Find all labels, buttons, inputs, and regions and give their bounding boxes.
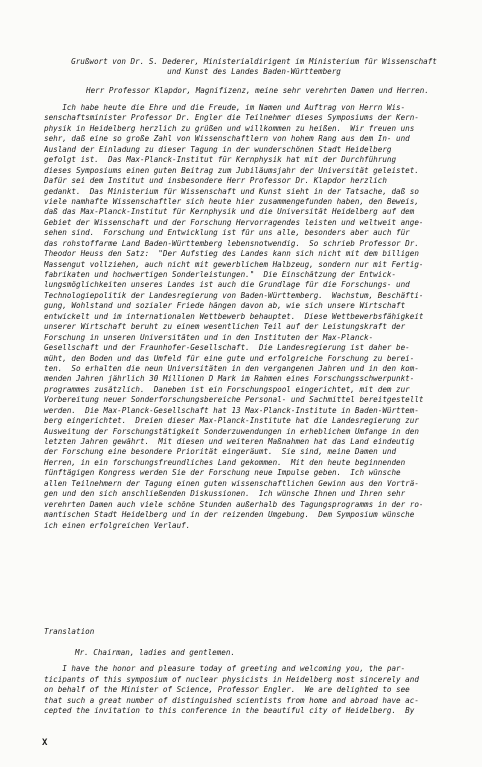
german-text-line: daß das Max-Planck-Institut für Kernphysik und die Universität Heidelberg auf dem (44, 207, 415, 217)
english-text-line: that such a great number of distinguished scientists from home and abroad have ac- (44, 695, 419, 705)
page-title (44, 57, 464, 77)
german-text-line: lungsmöglichkeiten unseres Landes ist auch die Grundlage für die Forschungs- und (44, 280, 410, 290)
translation-heading: Translation (44, 627, 95, 636)
german-text-line: menden Jahren jährlich 30 Millionen D Mark im Rahmen eines Forschungsschwerpunkt- (44, 374, 415, 384)
german-text-line: werden. Die Max-Planck-Gesellschaft hat 13 Max-Planck-Institute in Baden-Württem- (44, 405, 419, 415)
german-text-line: senschaftsminister Professor Dr. Engler die Teilnehmer dieses Symposiums der Kern- (44, 113, 419, 123)
german-text-line: viele namhafte Wissenschaftler sich heute hier zusammengefunden haben, den Beweis, (44, 196, 419, 206)
page-number: X (42, 738, 48, 748)
german-text-line: Forschung in unseren Universitäten und in den Instituten der Max-Planck- (44, 332, 374, 342)
english-text-line: ticipants of this symposium of nuclear physicists in Heidelberg most sincerely and (44, 674, 419, 684)
german-text-line: Theodor Heuss den Satz: "Der Aufstieg des Landes kann sich nicht mit dem billigen (44, 249, 419, 259)
german-text-line: mantischen Stadt Heidelberg und in der reizenden Umgebung. Dem Symposium wünsche (44, 510, 415, 520)
title-line-1: Grußwort von Dr. S. Dederer, Ministerialdirigent im Ministerium für Wissenschaft (71, 57, 437, 66)
german-text-line: gedankt. Das Ministerium für Wissenschaft und Kunst sieht in der Tatsache, daß so (44, 186, 419, 196)
german-text-line: Technologiepolitik der Landesregierung von Baden-Württemberg. Wachstum, Beschäfti- (44, 290, 424, 300)
german-text-line: Gebiet der Wissenschaft und der Forschung Hervorragendes leisten und weltweit ange- (44, 217, 424, 227)
english-text-line: I have the honor and pleasure today of greeting and welcoming you, the par- (44, 664, 406, 673)
german-text-line: dieses Symposiums einen guten Beitrag zum Jubiläumsjahr der Universität geleistet. (44, 165, 419, 175)
german-text-line: sehen sind. Forschung und Entwicklung ist für uns alle, besonders aber auch für (44, 228, 410, 238)
german-text-line: verehrten Damen auch viele schöne Stunden außerhalb des Tagungsprogramms in der ro- (44, 499, 424, 509)
german-text-line: Vorbereitung neuer Sonderforschungsbereiche Personal- und Sachmittel bereitgestellt (44, 395, 424, 405)
german-text-line: Gesellschaft und der Fraunhofer-Gesellschaft. Die Landesregierung ist daher be- (44, 343, 410, 353)
german-text-line: fabrikaten und hochwertigen Sonderleistungen." Die Einschätzung der Entwick- (44, 270, 397, 279)
german-text-line: programmes zusätzlich. Daneben ist ein Forschungspool eingerichtet, mit dem zur (44, 384, 410, 394)
title-line-2: und Kunst des Landes Baden-Württemberg (167, 67, 341, 76)
german-text-line: müht, den Boden und das Umfeld für eine gute und erfolgreiche Forschung zu berei- (44, 353, 415, 363)
german-text-line: letzten Jahren gewährt. Mit diesen und weiteren Maßnahmen hat das Land eindeutig (44, 437, 415, 446)
german-text-line: unserer Wirtschaft beruht zu einem wesentlichen Teil auf der Leistungskraft der (44, 322, 406, 332)
german-text-line: berg eingerichtet. Dreien dieser Max-Planck-Institute hat die Landesregierung zur (44, 416, 419, 426)
german-text-line: Herren, in ein forschungsfreundliches Land gekommen. Mit den heute beginnenden (44, 457, 406, 467)
german-text-line: ich einen erfolgreichen Verlauf. (44, 520, 191, 530)
german-body (44, 103, 470, 531)
german-text-line: Ich habe heute die Ehre und die Freude, im Namen und Auftrag von Herrn Wis- (44, 103, 406, 112)
german-salutation: Herr Professor Klapdor, Magnifizenz, meine sehr verehrten Damen und Herren. (86, 86, 429, 95)
english-text-line: cepted the invitation to this conference in the beautiful city of Heidelberg. By (44, 706, 415, 716)
german-text-line: das rohstoffarme Land Baden-Württemberg lebensnotwendig. So schrieb Professor Dr. (44, 238, 419, 248)
english-body (44, 664, 470, 717)
german-text-line: gung, Wohlstand und sozialer Friede hängen davon ab, wie sich unsere Wirtschaft (44, 301, 406, 311)
german-text-line: allen Teilnehmern der Tagung einen guten wissenschaftlichen Gewinn aus den Vorträ- (44, 478, 419, 488)
german-text-line: entwickelt und im internationalen Wettbewerb behauptet. Diese Wettbewerbsfähigkeit (44, 311, 424, 321)
german-text-line: sehr, daß eine so große Zahl von Wissenschaftlern von hohem Rang aus dem In- und (44, 134, 410, 144)
german-text-line: der Forschung eine besondere Priorität eingeräumt. Sie sind, meine Damen und (44, 447, 397, 457)
german-text-line: physik in Heidelberg herzlich zu grüßen und willkommen zu heißen. Wir freuen uns (44, 123, 415, 133)
german-text-line: Ausweitung der Forschungstätigkeit Sonderzuwendungen in erheblichem Umfange in den (44, 426, 419, 436)
german-text-line: Dafür sei dem Institut und insbesondere Herr Professor Dr. Klapdor herzlich (44, 176, 387, 186)
english-text-line: on behalf of the Minister of Science, Professor Engler. We are delighted to see (44, 685, 410, 695)
english-salutation: Mr. Chairman, ladies and gentlemen. (75, 648, 236, 657)
german-text-line: ten. So erhalten die neun Universitäten in den vergangenen Jahren und in den kom- (44, 363, 419, 373)
german-text-line: gen und den sich anschließenden Diskussionen. Ich wünsche Ihnen und Ihren sehr (44, 489, 406, 499)
german-text-line: Massengut vollziehen, auch nicht mit gewerblichem Halbzeug, sondern nur mit Fertig- (44, 259, 424, 269)
german-text-line: Ausland der Einladung zu dieser Tagung in der wunderschönen Stadt Heidelberg (44, 144, 392, 154)
german-text-line: gefolgt ist. Das Max-Planck-Institut für Kernphysik hat mit der Durchführung (44, 155, 397, 165)
german-text-line: fünftägigen Kongress werden Sie der Forschung neue Impulse geben. Ich wünsche (44, 468, 401, 478)
